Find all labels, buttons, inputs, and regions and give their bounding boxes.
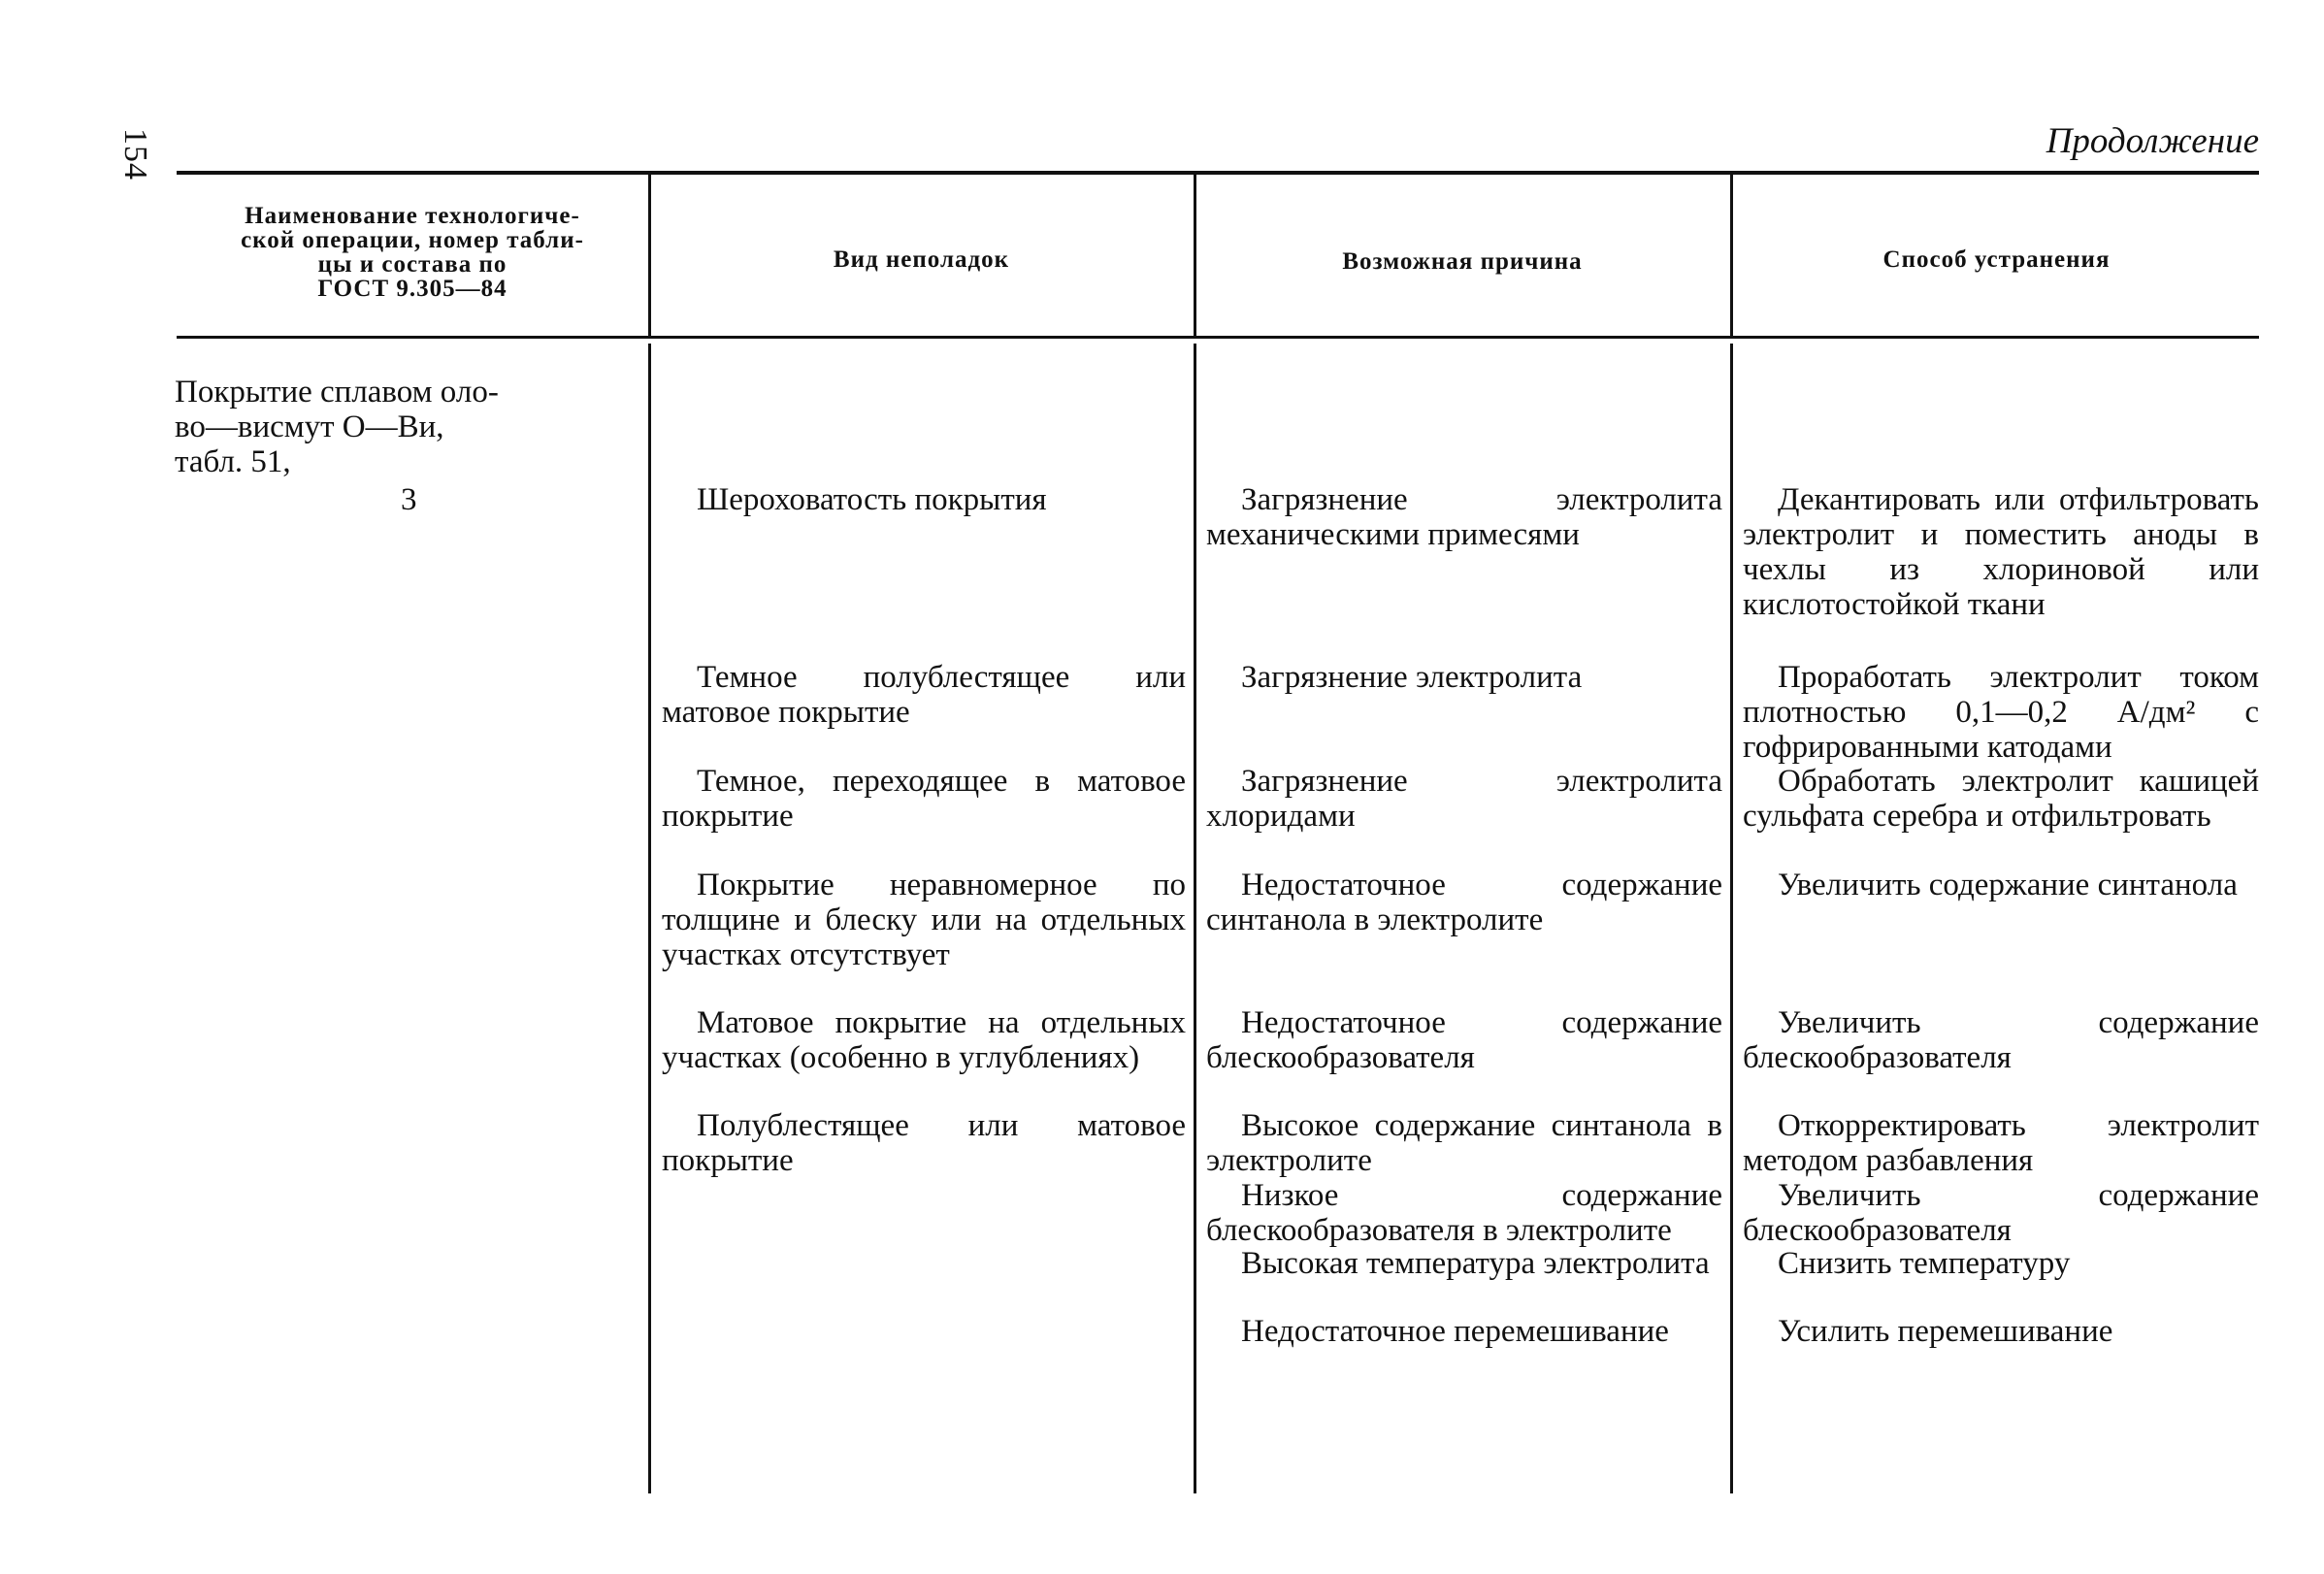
remedy-cell: Увеличить содержание блескообразователя: [1743, 1178, 2259, 1248]
remedy-cell: Снизить температуру: [1778, 1246, 2071, 1281]
cause-cell: Недостаточное содержание блескообразователя: [1206, 1005, 1722, 1075]
defect-cell: Темное, переходящее в матовое покрытие: [662, 764, 1186, 834]
header-possible-cause: Возможная причина: [1342, 248, 1583, 275]
table-top-rule: [177, 171, 2259, 175]
remedy-cell: Увеличить содержание блескообразователя: [1743, 1005, 2259, 1075]
page-number: 154: [117, 128, 153, 180]
header-line: Наименование технологиче-: [245, 203, 580, 229]
cause-cell: Низкое содержание блескообразователя в электролите: [1206, 1178, 1722, 1248]
cause-cell: Загрязнение электролита механическими примесями: [1206, 482, 1722, 552]
column-divider: [648, 175, 651, 336]
header-operation-name: [209, 204, 616, 301]
defect-cell: Полублестящее или матовое покрытие: [662, 1108, 1186, 1178]
defect-cell: Темное полублестящее или матовое покрытие: [662, 660, 1186, 730]
column-divider: [1730, 344, 1733, 1493]
header-line: ГОСТ 9.305—84: [317, 276, 507, 302]
cause-cell: Загрязнение электролита хлоридами: [1206, 764, 1722, 834]
column-divider: [648, 344, 651, 1493]
cause-cell: Недостаточное содержание синтанола в электролите: [1206, 868, 1722, 937]
header-remedy: Способ устранения: [1882, 246, 2111, 273]
header-defect-type: Вид неполадок: [833, 246, 1010, 273]
remedy-cell: Обработать электролит кашицей сульфата серебра и отфильтровать: [1743, 764, 2259, 834]
column-divider: [1194, 175, 1196, 336]
remedy-cell: Декантировать или отфильтровать электролит и поместить аноды в чехлы из хлориновой или кислотостойкой ткани: [1743, 482, 2259, 622]
defect-cell: Шероховатость покрытия: [697, 482, 1047, 517]
operation-name-line: во—висмут О—Ви,: [175, 410, 444, 444]
defect-cell: Покрытие неравномерное по толщине и блеску или на отдельных участках отсутствует: [662, 868, 1186, 972]
column-divider: [1730, 175, 1733, 336]
operation-name-line: Покрытие сплавом оло-: [175, 375, 499, 410]
header-line: цы и состава по: [317, 251, 507, 278]
header-bottom-rule: [177, 336, 2259, 339]
composition-number: 3: [401, 482, 417, 517]
cause-cell: Высокое содержание синтанола в электролите: [1206, 1108, 1722, 1178]
continuation-label: Продолжение: [2046, 121, 2259, 161]
remedy-cell: Увеличить содержание синтанола: [1778, 868, 2238, 902]
remedy-cell: Откорректировать электролит методом разбавления: [1743, 1108, 2259, 1178]
remedy-cell: Проработать электролит током плотностью 0,1—0,2 А/дм² с гофрированными катодами: [1743, 660, 2259, 765]
cause-cell: Загрязнение электролита: [1241, 660, 1583, 695]
defect-cell: Матовое покрытие на отдельных участках (особенно в углублениях): [662, 1005, 1186, 1075]
header-line: ской операции, номер табли-: [241, 227, 584, 253]
column-divider: [1194, 344, 1196, 1493]
operation-name-line: табл. 51,: [175, 444, 291, 479]
remedy-cell: Усилить перемешивание: [1778, 1314, 2113, 1349]
operation-name: [175, 375, 613, 479]
cause-cell: Высокая температура электролита: [1241, 1246, 1710, 1281]
cause-cell: Недостаточное перемешивание: [1241, 1314, 1669, 1349]
